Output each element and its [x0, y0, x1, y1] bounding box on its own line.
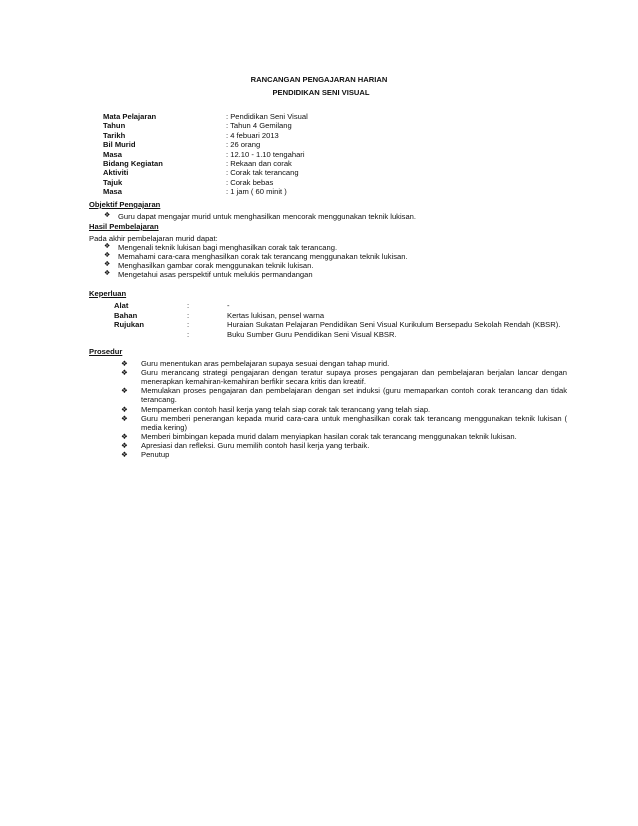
list-item-text: Apresiasi dan refleksi. Guru memilih contoh hasil kerja yang terbaik. [141, 440, 370, 450]
info-value: : 4 febuari 2013 [226, 130, 279, 140]
four-diamond-bullet-icon: ❖ [121, 386, 128, 396]
prosedur-list [121, 359, 567, 459]
list-item [104, 252, 408, 261]
info-label: Masa [103, 149, 122, 159]
list-item [121, 432, 567, 441]
four-diamond-bullet-icon: ❖ [104, 212, 111, 219]
four-diamond-bullet-icon: ❖ [104, 270, 111, 277]
info-row [103, 121, 308, 130]
keperluan-label: Bahan [114, 310, 138, 320]
list-item-text: Penutup [141, 450, 170, 460]
four-diamond-bullet-icon: ❖ [121, 368, 128, 378]
info-row [103, 187, 308, 196]
keperluan-row [114, 301, 560, 311]
list-item-text: Mempamerkan contoh hasil kerja yang telah siap corak tak terancang yang telah siap. [141, 404, 431, 414]
list-item [104, 261, 313, 270]
list-item [104, 270, 313, 279]
list-item [121, 441, 567, 450]
list-item-text: Guru merancang strategi pengajaran dengan teratur supaya proses pengajaran dan pembelajaran berjalan lancar dengan menerapkan kemahiran-kemahiran berfikir secara kritis dan kreatif. [141, 368, 567, 387]
list-item-text: Guru dapat mengajar murid untuk menghasilkan mencorak menggunakan teknik lukisan. [118, 212, 417, 221]
info-row [103, 131, 308, 140]
info-label: Aktiviti [103, 168, 129, 178]
info-row [103, 159, 308, 168]
info-label: Masa [103, 187, 122, 197]
info-label: Bil Murid [103, 140, 136, 150]
info-value: : Rekaan dan corak [226, 158, 292, 168]
info-value: : Pendidikan Seni Visual [226, 112, 308, 121]
info-row [103, 112, 308, 121]
keperluan-colon: : [187, 310, 190, 320]
list-item [121, 414, 567, 432]
list-item-text: Guru memberi penerangan kepada murid cara-cara untuk menghasilkan corak tak terancang menggunakan teknik lukisan ( media kering) [141, 413, 567, 432]
list-item-text: Mengenali teknik lukisan bagi menghasilkan corak tak terancang. [118, 243, 338, 252]
info-value: : 1 jam ( 60 minit ) [226, 187, 287, 197]
keperluan-table [114, 301, 560, 339]
keperluan-heading: Keperluan [89, 289, 127, 298]
list-item-text: Menghasilkan gambar corak menggunakan teknik lukisan. [118, 261, 314, 270]
info-row [103, 168, 308, 177]
four-diamond-bullet-icon: ❖ [121, 431, 128, 441]
keperluan-colon: : [187, 320, 190, 330]
info-value: : 12.10 - 1.10 tengahari [226, 149, 305, 159]
four-diamond-bullet-icon: ❖ [121, 404, 128, 414]
info-value: : 26 orang [226, 140, 261, 150]
list-item-text: Guru menentukan aras pembelajaran supaya sesuai dengan tahap murid. [141, 359, 390, 368]
info-label: Bidang Kegiatan [103, 158, 163, 168]
objektif-heading: Objektif Pengajaran [89, 200, 161, 209]
four-diamond-bullet-icon: ❖ [104, 261, 111, 268]
keperluan-colon: : [187, 301, 190, 310]
list-item [104, 212, 416, 221]
list-item [121, 386, 567, 404]
four-diamond-bullet-icon: ❖ [121, 450, 128, 460]
four-diamond-bullet-icon: ❖ [121, 413, 128, 423]
info-table [103, 112, 308, 197]
list-item [121, 450, 567, 459]
four-diamond-bullet-icon: ❖ [104, 243, 111, 250]
keperluan-row [114, 330, 560, 340]
list-item-text: Memulakan proses pengajaran dan pembelajaran dengan set induksi (guru memaparkan contoh corak terancang dan tidak terancang. [141, 386, 567, 405]
list-item-text: Mengetahui asas perspektif untuk melukis permandangan [118, 270, 313, 279]
keperluan-value: Buku Sumber Guru Pendidikan Seni Visual KBSR. [227, 329, 397, 339]
keperluan-label: Rujukan [114, 320, 144, 330]
document-title: RANCANGAN PENGAJARAN HARIAN [250, 75, 388, 84]
info-row [103, 178, 308, 187]
info-label: Mata Pelajaran [103, 112, 157, 121]
keperluan-value: Huraian Sukatan Pelajaran Pendidikan Seni Visual Kurikulum Bersepadu Sekolah Rendah (KBSR). [227, 320, 561, 330]
list-item [121, 405, 567, 414]
list-item-text: Memberi bimbingan kepada murid dalam menyiapkan hasilan corak tak terancang menggunakan teknik lukisan. [141, 431, 517, 441]
info-value: : Corak bebas [226, 177, 274, 187]
info-label: Tahun [103, 121, 126, 131]
info-value: : Corak tak terancang [226, 168, 299, 178]
document-subtitle: PENDIDIKAN SENI VISUAL [272, 88, 370, 97]
list-item [121, 368, 567, 386]
keperluan-row [114, 311, 560, 321]
four-diamond-bullet-icon: ❖ [104, 252, 111, 259]
info-value: : Tahun 4 Gemilang [226, 121, 292, 131]
keperluan-label: Alat [114, 301, 129, 310]
prosedur-heading: Prosedur [89, 347, 123, 356]
info-row [103, 150, 308, 159]
keperluan-colon: : [187, 329, 190, 339]
keperluan-row [114, 320, 560, 330]
list-item [121, 359, 567, 368]
list-item [104, 243, 337, 252]
keperluan-value: Kertas lukisan, pensel warna [227, 310, 325, 320]
hasil-heading: Hasil Pembelajaran [89, 222, 159, 231]
info-row [103, 140, 308, 149]
keperluan-label [114, 330, 187, 340]
list-item-text: Memahami cara-cara menghasilkan corak tak terancang menggunakan teknik lukisan. [118, 252, 408, 261]
info-label: Tajuk [103, 177, 123, 187]
keperluan-value: - [227, 301, 230, 310]
hasil-intro: Pada akhir pembelajaran murid dapat: [89, 234, 218, 243]
four-diamond-bullet-icon: ❖ [121, 359, 128, 368]
info-label: Tarikh [103, 130, 126, 140]
four-diamond-bullet-icon: ❖ [121, 440, 128, 450]
